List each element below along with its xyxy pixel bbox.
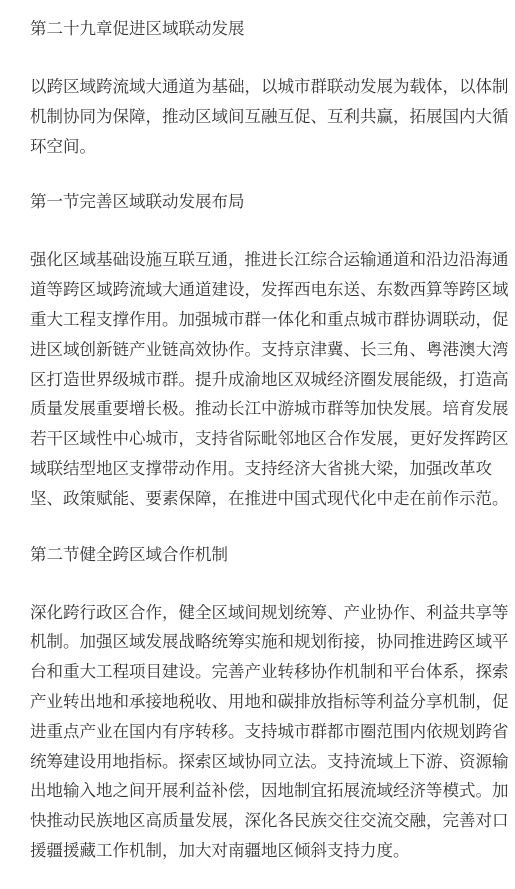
section-body-1: 强化区域基础设施互联互通，推进长江综合运输通道和沿边沿海通道等跨区域跨流域大通道建设，发挥西电东送、东数西算等跨区域重大工程支撑作用。加强城市群一体化和重点城市群协调联动，促进区域创新链产业链高效协作。支持京津冀、长三角、粤港澳大湾区打造世界级城市群。提升成渝地区双城经济圈发展能级，打造高质量发展重要增长极。推动长江中游城市群等加快发展。培育发展若干区域性中心城市，支持省际毗邻地区合作发展，更好发挥跨区域联结型地区支撑带动作用。支持经济大省挑大梁，加强改革攻坚、政策赋能、要素保障，在推进中国式现代化中走在前作示范。 <box>30 250 509 508</box>
spacer <box>30 43 512 72</box>
spacer <box>30 216 512 245</box>
chapter-title: 第二十九章促进区域联动发展 <box>30 19 245 38</box>
section-title-1: 第一节完善区域联动发展布局 <box>30 192 245 212</box>
section-body-2: 深化跨行政区合作，健全区域间规划统筹、产业协作、利益共享等机制。加强区域发展战略统筹实施和规划衔接，协同推进跨区域平台和重大工程项目建设。完善产业转移协作机制和平台体系，探索产业转出地和承接地税收、用地和碳排放指标等利益分享机制，促进重点产业在国内有序转移。支持城市群都市圈范围内依规划跨省统筹建设用地指标。探索区域协同立法。支持流域上下游、资源输出地输入地之间开展利益补偿，因地制宜拓展流域经济等模式。加快推动民族地区高质量发展，深化各民族交往交流交融，完善对口援疆援藏工作机制，加大对南疆地区倾斜支持力度。 <box>30 602 509 860</box>
spacer <box>30 514 512 541</box>
spacer <box>30 161 512 188</box>
chapter-intro: 以跨区域跨流域大通道为基础，以城市群联动发展为载体，以体制机制协同为保障，推动区域间互融互促、互利共赢，拓展国内大循环空间。 <box>30 77 509 156</box>
spacer <box>30 569 512 598</box>
article <box>30 15 512 866</box>
section-title-2: 第二节健全跨区域合作机制 <box>30 544 228 564</box>
